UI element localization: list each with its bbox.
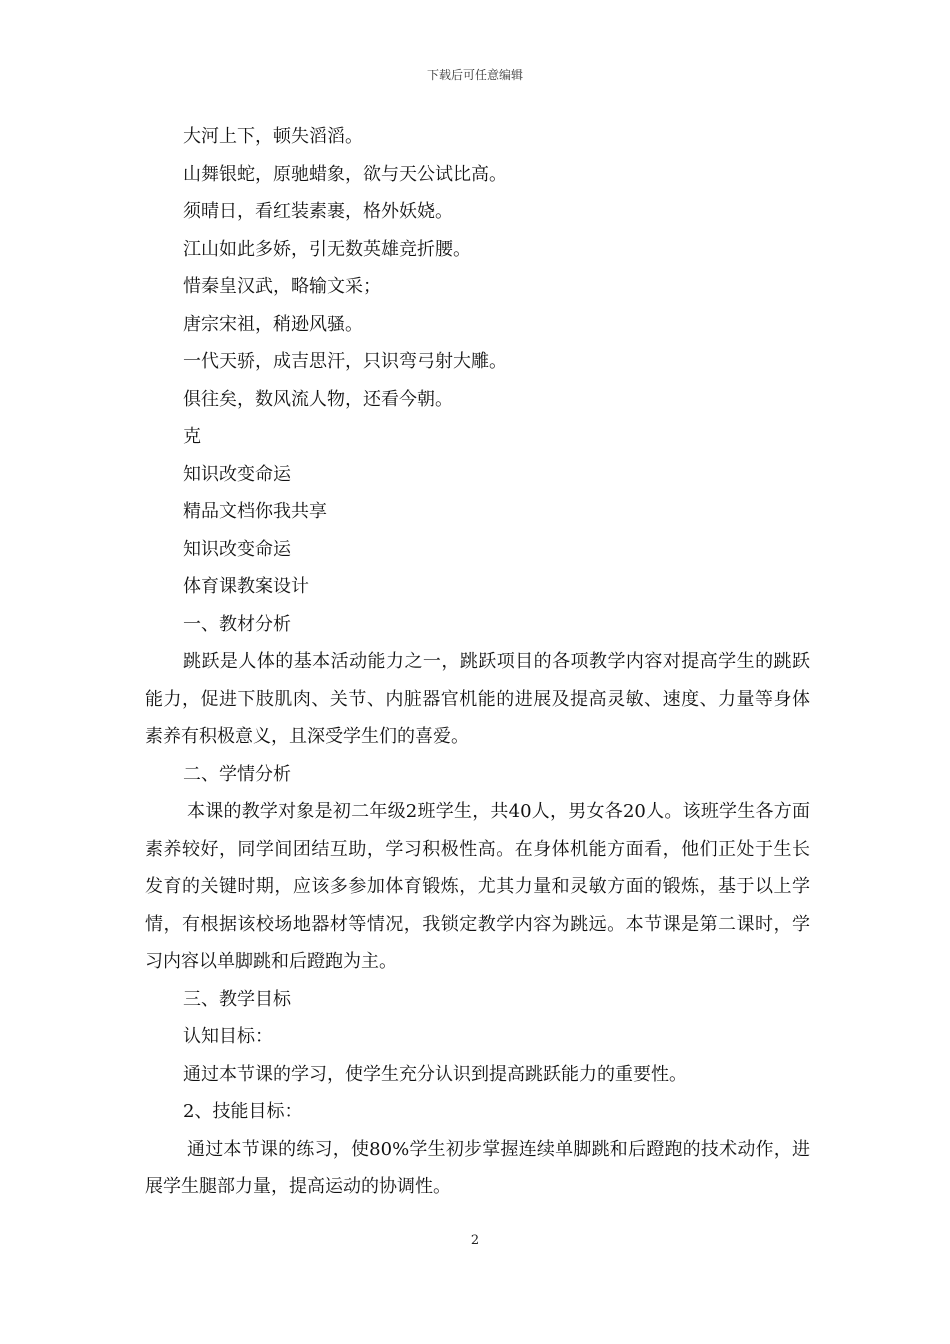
paragraph-student-analysis: 本课的教学对象是初二年级2班学生，共40人，男女各20人。该班学生各方面素养较好，同学间团结互助，学习积极性高。在身体机能方面看，他们正处于生长发育的关键时期，应该多参加体育锻炼，尤其力量和灵敏方面的锻炼，基于以上学情，有根据该校场地器材等情况，我锁定教学内容为跳远。本节课是第二课时，学习内容以单脚跳和后蹬跑为主。	[145, 801, 810, 972]
section-heading: 一、教材分析	[183, 613, 291, 635]
text-line: 唐宗宋祖，稍逊风骚。	[183, 313, 363, 335]
text-line: 山舞银蛇，原驰蜡象，欲与天公试比高。	[183, 163, 507, 185]
text-line: 知识改变命运	[183, 538, 291, 560]
subheading-cognitive-goal: 认知目标：	[183, 1026, 273, 1047]
subheading-skill-goal: 2、技能目标：	[183, 1101, 303, 1122]
text-line: 须晴日，看红装素裹，格外妖娆。	[183, 201, 453, 222]
section-heading: 二、学情分析	[183, 763, 291, 785]
text-line: 一代天骄，成吉思汗，只识弯弓射大雕。	[183, 351, 507, 372]
text-line: 俱往矣，数风流人物，还看今朝。	[183, 388, 453, 410]
text-line: 江山如此多娇，引无数英雄竞折腰。	[183, 238, 471, 260]
text-line: 大河上下，顿失滔滔。	[183, 126, 363, 147]
text-line: 知识改变命运	[183, 463, 291, 485]
text-line: 精品文档你我共享	[183, 501, 327, 522]
document-title: 体育课教案设计	[183, 576, 309, 597]
section-heading: 三、教学目标	[183, 988, 291, 1010]
paragraph-textbook-analysis: 跳跃是人体的基本活动能力之一，跳跃项目的各项教学内容对提高学生的跳跃能力，促进下肢肌肉、关节、内脏器官机能的进展及提高灵敏、速度、力量等身体素养有积极意义，且深受学生们的喜爱。	[145, 651, 810, 747]
page-number: 2	[470, 1233, 480, 1248]
text-line: 克	[183, 426, 201, 447]
page-header: 下载后可任意编辑	[426, 68, 523, 82]
cognitive-goal-text: 通过本节课的学习，使学生充分认识到提高跳跃能力的重要性。	[183, 1063, 687, 1085]
text-line: 惜秦皇汉武，略输文采；	[183, 276, 381, 297]
paragraph-skill-goal: 通过本节课的练习，使80%学生初步掌握连续单脚跳和后蹬跑的技术动作，进展学生腿部力量，提高运动的协调性。	[145, 1138, 810, 1197]
document-body	[145, 118, 810, 1206]
